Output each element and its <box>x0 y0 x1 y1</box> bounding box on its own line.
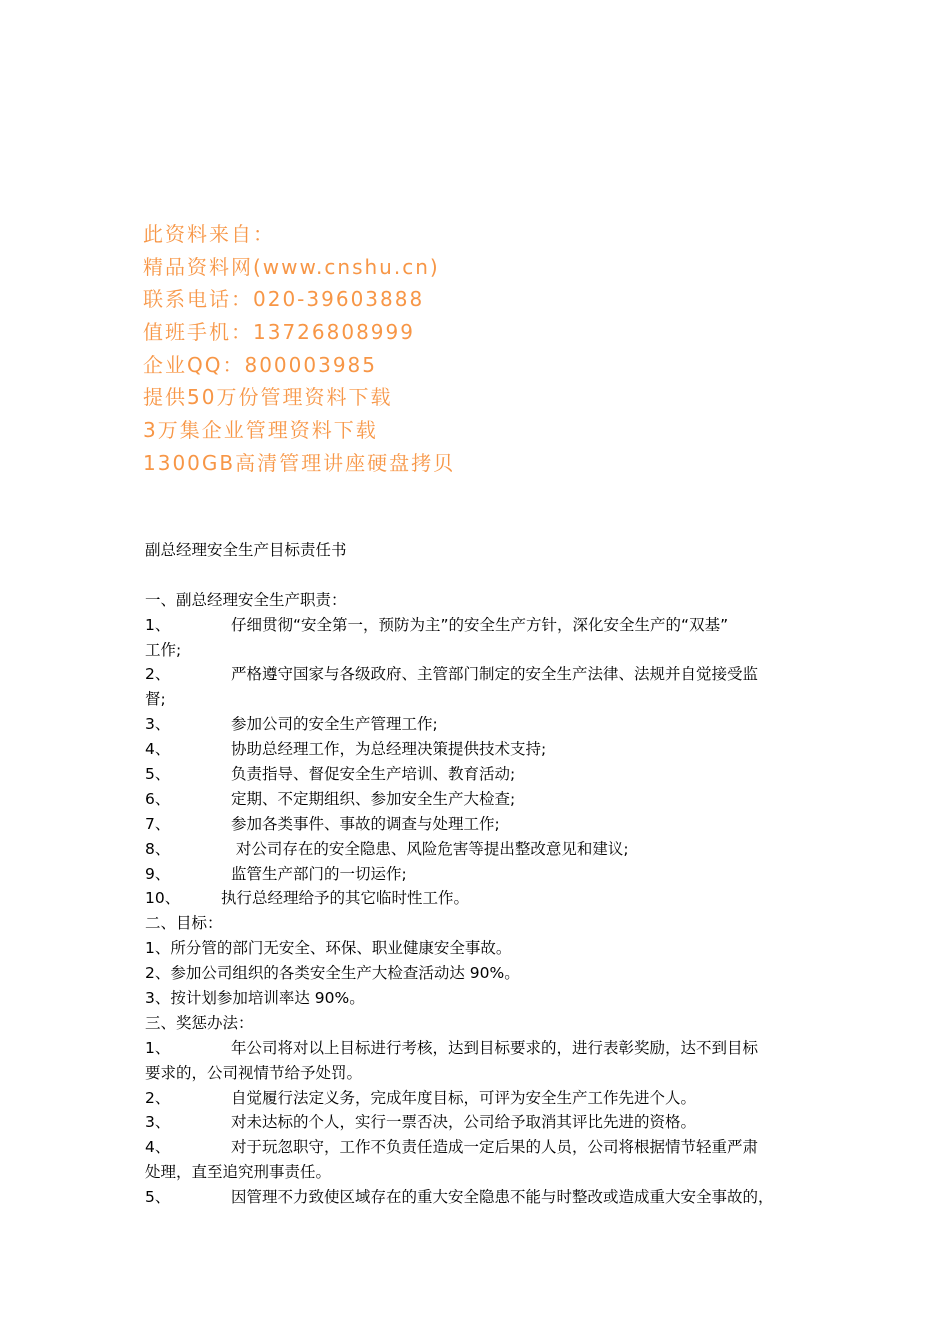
list-item <box>145 1110 835 1135</box>
list-item <box>145 812 835 837</box>
item-text: 参加各类事件、事故的调查与处理工作; <box>231 814 500 833</box>
item-text: 仔细贯彻“安全第一，预防为主”的安全生产方针，深化安全生产的“双基” <box>231 615 729 634</box>
item-number: 2、 <box>145 1088 171 1107</box>
item-text: 协助总经理工作，为总经理决策提供技术支持; <box>231 740 547 759</box>
ad-line: 联系电话：020-39603888 <box>143 287 425 312</box>
item-text: 对未达标的个人，实行一票否决，公司给予取消其评比先进的资格。 <box>231 1113 697 1132</box>
list-item: 2、参加公司组织的各类安全生产大检查活动达 90%。 <box>145 964 520 983</box>
item-number: 3、 <box>145 715 171 734</box>
ad-line: 3万集企业管理资料下载 <box>143 418 378 443</box>
item-text: 参加公司的安全生产管理工作; <box>231 715 438 734</box>
item-number: 1、 <box>145 1038 171 1057</box>
section-heading: 三、奖惩办法： <box>145 1013 254 1032</box>
item-number: 7、 <box>145 814 171 833</box>
list-item <box>145 837 835 862</box>
section-heading: 二、目标： <box>145 914 223 933</box>
ad-line: 企业QQ：800003985 <box>143 352 378 377</box>
list-item <box>145 787 835 812</box>
ad-line: 1300GB高清管理讲座硬盘拷贝 <box>143 450 456 475</box>
list-item-continuation: 督; <box>145 690 166 709</box>
item-text: 对于玩忽职守，工作不负责任造成一定后果的人员，公司将根据情节轻重严肃 <box>231 1138 759 1157</box>
list-item-continuation: 要求的，公司视情节给予处罚。 <box>145 1063 363 1082</box>
list-item <box>145 762 835 787</box>
item-number: 6、 <box>145 789 171 808</box>
item-text: 因管理不力致使区域存在的重大安全隐患不能与时整改或造成重大安全事故的， <box>231 1188 774 1207</box>
item-number: 3、 <box>145 1113 171 1132</box>
list-item <box>145 737 835 762</box>
list-item <box>145 1086 835 1111</box>
ad-line: 提供50万份管理资料下载 <box>143 385 393 410</box>
item-number: 10、 <box>145 889 181 908</box>
list-item <box>145 712 835 737</box>
blank-line <box>145 563 835 588</box>
item-text: 执行总经理给予的其它临时性工作。 <box>221 889 470 908</box>
list-item <box>145 1185 835 1210</box>
list-item <box>145 886 835 911</box>
list-item <box>145 1036 835 1061</box>
list-item: 1、所分管的部门无安全、环保、职业健康安全事故。 <box>145 939 512 958</box>
ad-line: 此资料来自： <box>143 222 275 246</box>
ad-line: 值班手机：13726808999 <box>143 320 415 345</box>
item-number: 8、 <box>145 839 171 858</box>
item-text: 年公司将对以上目标进行考核，达到目标要求的，进行表彰奖励，达不到目标 <box>231 1038 759 1057</box>
item-number: 9、 <box>145 864 171 883</box>
item-number: 5、 <box>145 1188 171 1207</box>
list-item: 3、按计划参加培训率达 90%。 <box>145 989 365 1008</box>
list-item-continuation: 处理，直至追究刑事责任。 <box>145 1163 332 1182</box>
list-item <box>145 613 835 638</box>
item-text: 定期、不定期组织、参加安全生产大检查; <box>231 789 516 808</box>
document-body <box>145 538 835 1210</box>
list-item-continuation: 工作; <box>145 640 182 659</box>
item-number: 4、 <box>145 1138 171 1157</box>
section-heading: 一、副总经理安全生产职责： <box>145 590 347 609</box>
item-number: 2、 <box>145 665 171 684</box>
item-text: 对公司存在的安全隐患、风险危害等提出整改意见和建议; <box>231 839 629 858</box>
item-text: 自觉履行法定义务，完成年度目标，可评为安全生产工作先进个人。 <box>231 1088 697 1107</box>
item-text: 严格遵守国家与各级政府、主管部门制定的安全生产法律、法规并自觉接受监 <box>231 665 759 684</box>
item-text: 负责指导、督促安全生产培训、教育活动; <box>231 765 516 784</box>
item-number: 4、 <box>145 740 171 759</box>
source-ad-block <box>143 218 455 480</box>
item-number: 1、 <box>145 615 171 634</box>
list-item <box>145 1135 835 1160</box>
item-text: 监管生产部门的一切运作; <box>231 864 407 883</box>
list-item <box>145 862 835 887</box>
ad-line: 精品资料网(www.cnshu.cn) <box>143 254 440 279</box>
item-number: 5、 <box>145 765 171 784</box>
document-title: 副总经理安全生产目标责任书 <box>145 541 347 559</box>
list-item <box>145 662 835 687</box>
